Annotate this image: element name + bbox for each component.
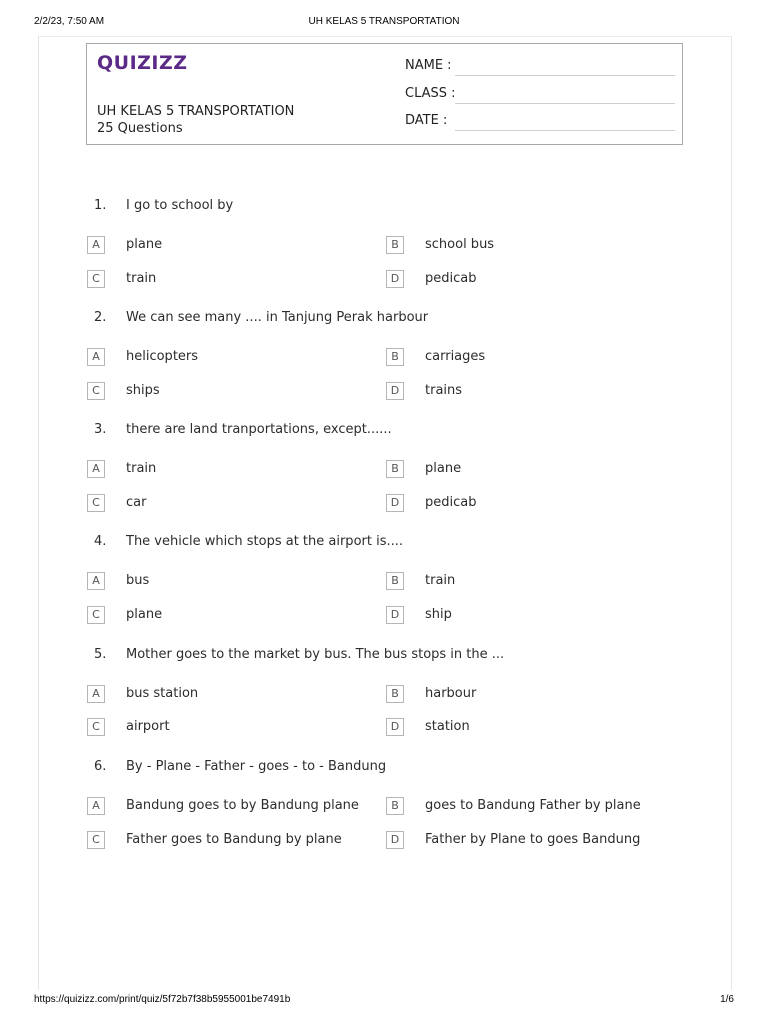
option-text: pedicab xyxy=(425,495,477,510)
option-letter: D xyxy=(386,606,404,624)
option-c xyxy=(87,606,377,626)
option-letter: D xyxy=(386,270,404,288)
option-text: train xyxy=(126,461,157,476)
date-label: DATE : xyxy=(405,113,448,128)
option-d xyxy=(386,270,676,290)
question-2 xyxy=(94,310,694,330)
date-field xyxy=(405,113,675,133)
question-text: I go to school by xyxy=(126,198,234,213)
option-a xyxy=(87,685,377,705)
option-letter: D xyxy=(386,382,404,400)
option-letter: C xyxy=(87,606,105,624)
sheet-border-top xyxy=(38,36,732,37)
option-letter: C xyxy=(87,718,105,736)
print-datetime: 2/2/23, 7:50 AM xyxy=(34,16,105,27)
question-count: 25 Questions xyxy=(97,121,183,136)
option-text: ship xyxy=(425,607,452,622)
sheet-border-right xyxy=(731,36,732,990)
option-c xyxy=(87,718,377,738)
option-text: airport xyxy=(126,719,170,734)
option-a xyxy=(87,236,377,256)
option-letter: A xyxy=(87,797,105,815)
option-letter: C xyxy=(87,270,105,288)
option-text: car xyxy=(126,495,147,510)
question-text: By - Plane - Father - goes - to - Bandung xyxy=(126,759,387,774)
class-line xyxy=(455,103,675,104)
option-text: harbour xyxy=(425,686,477,701)
option-b xyxy=(386,460,676,480)
quiz-title: UH KELAS 5 TRANSPORTATION xyxy=(97,104,295,119)
question-number: 6. xyxy=(94,759,107,774)
print-footer xyxy=(34,994,734,1008)
option-b xyxy=(386,348,676,368)
option-letter: C xyxy=(87,494,105,512)
option-text: bus xyxy=(126,573,150,588)
option-a xyxy=(87,460,377,480)
option-text: Bandung goes to by Bandung plane xyxy=(126,798,359,813)
option-text: school bus xyxy=(425,237,495,252)
option-c xyxy=(87,494,377,514)
option-letter: D xyxy=(386,494,404,512)
option-text: train xyxy=(425,573,456,588)
option-d xyxy=(386,494,676,514)
option-text: helicopters xyxy=(126,349,199,364)
option-text: trains xyxy=(425,383,463,398)
option-letter: A xyxy=(87,236,105,254)
class-field xyxy=(405,86,675,106)
option-text: goes to Bandung Father by plane xyxy=(425,798,641,813)
name-field xyxy=(405,58,675,78)
option-a xyxy=(87,797,377,817)
option-d xyxy=(386,382,676,402)
option-letter: B xyxy=(386,460,404,478)
sheet-border-left xyxy=(38,36,39,990)
option-letter: A xyxy=(87,348,105,366)
date-line xyxy=(455,130,675,131)
option-text: bus station xyxy=(126,686,199,701)
option-letter: B xyxy=(386,685,404,703)
question-4 xyxy=(94,534,694,554)
option-c xyxy=(87,270,377,290)
option-d xyxy=(386,718,676,738)
question-number: 1. xyxy=(94,198,107,213)
question-text: there are land tranportations, except...... xyxy=(126,422,392,437)
question-6 xyxy=(94,759,694,779)
option-a xyxy=(87,348,377,368)
print-title: UH KELAS 5 TRANSPORTATION xyxy=(308,16,460,27)
option-b xyxy=(386,236,676,256)
question-number: 5. xyxy=(94,647,107,662)
option-b xyxy=(386,685,676,705)
option-text: pedicab xyxy=(425,271,477,286)
option-b xyxy=(386,572,676,592)
option-d xyxy=(386,606,676,626)
page-number: 1/6 xyxy=(720,994,734,1005)
option-letter: A xyxy=(87,572,105,590)
option-letter: B xyxy=(386,797,404,815)
question-number: 4. xyxy=(94,534,107,549)
question-text: We can see many .... in Tanjung Perak harbour xyxy=(126,310,429,325)
question-text: The vehicle which stops at the airport is.... xyxy=(126,534,404,549)
option-letter: A xyxy=(87,685,105,703)
class-label: CLASS : xyxy=(405,86,456,101)
question-number: 3. xyxy=(94,422,107,437)
option-text: plane xyxy=(126,237,163,252)
option-text: Father by Plane to goes Bandung xyxy=(425,832,641,847)
print-header xyxy=(34,16,734,30)
option-letter: C xyxy=(87,831,105,849)
question-5 xyxy=(94,647,694,667)
option-text: station xyxy=(425,719,470,734)
option-letter: C xyxy=(87,382,105,400)
option-text: plane xyxy=(126,607,163,622)
quiz-header-box xyxy=(86,43,683,145)
option-a xyxy=(87,572,377,592)
option-text: carriages xyxy=(425,349,486,364)
question-text: Mother goes to the market by bus. The bus stops in the ... xyxy=(126,647,505,662)
question-1 xyxy=(94,198,694,218)
option-b xyxy=(386,797,676,817)
question-number: 2. xyxy=(94,310,107,325)
option-text: ships xyxy=(126,383,160,398)
option-letter: B xyxy=(386,572,404,590)
name-line xyxy=(455,75,675,76)
name-label: NAME : xyxy=(405,58,452,73)
quizizz-logo: QUIZIZZ xyxy=(97,52,188,74)
question-3 xyxy=(94,422,694,442)
print-url[interactable]: https://quizizz.com/print/quiz/5f72b7f38b5955001be7491b xyxy=(34,994,291,1005)
option-text: Father goes to Bandung by plane xyxy=(126,832,342,847)
option-letter: B xyxy=(386,236,404,254)
option-letter: D xyxy=(386,718,404,736)
option-letter: D xyxy=(386,831,404,849)
option-text: plane xyxy=(425,461,462,476)
option-d xyxy=(386,831,676,851)
option-letter: A xyxy=(87,460,105,478)
option-c xyxy=(87,382,377,402)
option-text: train xyxy=(126,271,157,286)
option-c xyxy=(87,831,377,851)
option-letter: B xyxy=(386,348,404,366)
